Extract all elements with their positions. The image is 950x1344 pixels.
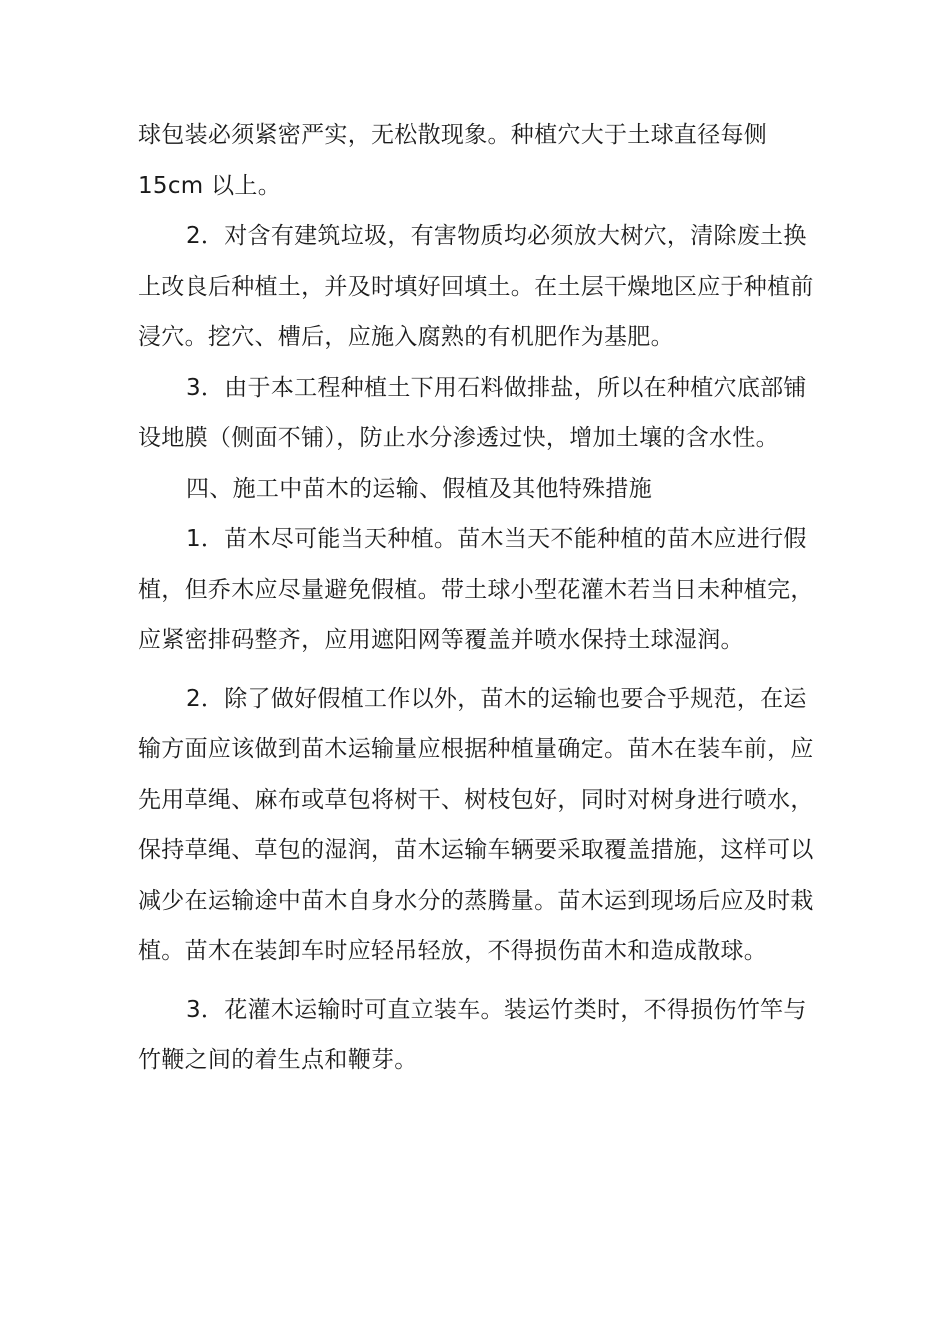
paragraph-item-3-loading: 3．花灌木运输时可直立装车。装运竹类时，不得损伤竹竿与竹鞭之间的着生点和鞭芽。: [138, 996, 807, 1073]
paragraph-item-2-transport: 2．除了做好假植工作以外，苗木的运输也要合乎规范，在运输方面应该做到苗木运输量应根据种植量确定。苗木在装车前，应先用草绳、麻布或草包将树干、树枝包好，同时对树身进行喷水，保持草绳、草包的湿润，苗木运输车辆要采取覆盖措施，这样可以减少在运输途中苗木自身水分的蒸腾量。苗木运到现场后应及时栽植。苗木在装卸车时应轻吊轻放，不得损伤苗木和造成散球。: [138, 685, 814, 964]
document-body: [138, 110, 818, 1086]
paragraph-continued: 球包装必须紧密严实，无松散现象。种植穴大于土球直径每侧 15cm 以上。: [138, 122, 768, 199]
paragraph-item-1: 1．苗木尽可能当天种植。苗木当天不能种植的苗木应进行假植，但乔木应尽量避免假植。带土球小型花灌木若当日未种植完，应紧密排码整齐，应用遮阳网等覆盖并喷水保持土球湿润。: [138, 526, 814, 653]
section-heading: 四、施工中苗木的运输、假植及其他特殊措施: [186, 475, 652, 502]
paragraph-item-3: 3．由于本工程种植土下用石料做排盐，所以在种植穴底部铺设地膜（侧面不铺），防止水分渗透过快，增加土壤的含水性。: [138, 374, 807, 451]
paragraph-item-2: 2．对含有建筑垃圾，有害物质均必须放大树穴，清除废土换上改良后种植土，并及时填好回填土。在土层干燥地区应于种植前浸穴。挖穴、槽后，应施入腐熟的有机肥作为基肥。: [138, 223, 814, 350]
